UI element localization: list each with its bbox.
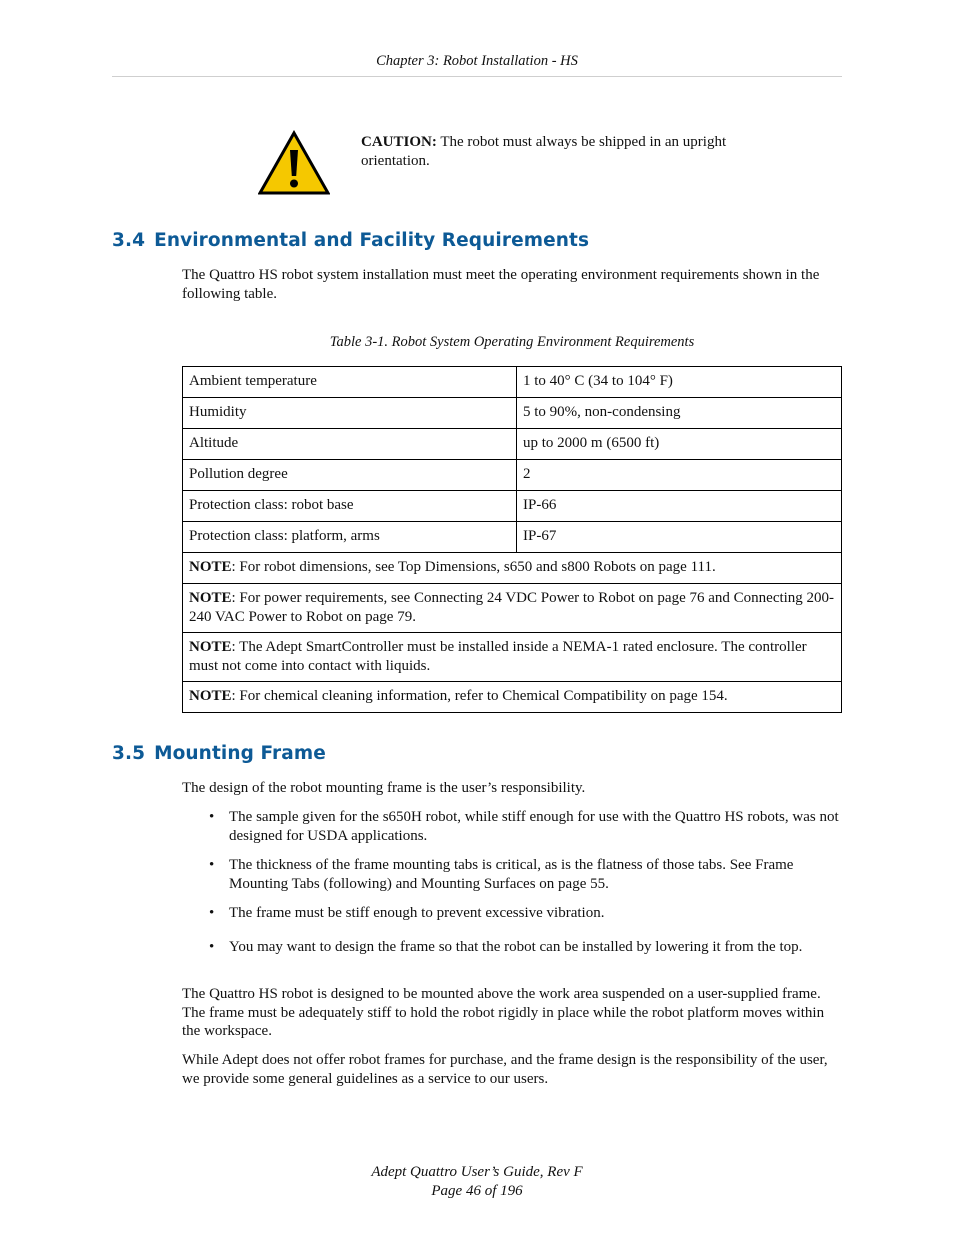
environment-requirements-table <box>182 366 842 713</box>
table-row <box>183 460 842 491</box>
row-value: IP-66 <box>517 491 842 522</box>
row-label: Pollution degree <box>183 460 517 491</box>
table-row <box>183 491 842 522</box>
table-row <box>183 367 842 398</box>
note-text: : For chemical cleaning information, refer to Chemical Compatibility on page 154. <box>231 688 728 704</box>
note-label: NOTE <box>189 639 232 655</box>
note-text: : For power requirements, see Connecting 24 VDC Power to Robot on page 76 and Connecting 200-240 VAC Power to Robot on page 79. <box>189 590 835 625</box>
caution-message <box>361 133 761 170</box>
list-item: • The frame must be stiff enough to prevent excessive vibration. <box>182 904 842 923</box>
note-text: : The Adept SmartController must be installed inside a NEMA-1 rated enclosure. The controller must not come into contact with liquids. <box>189 639 807 674</box>
table-row <box>183 398 842 429</box>
guide-title: Adept Quattro User’s Guide, Rev F <box>371 1164 583 1180</box>
body-paragraph: While Adept does not offer robot frames for purchase, and the frame design is the responsibility of the user, we provide some general guidelines as a service to our users. <box>182 1052 828 1087</box>
row-label: Humidity <box>183 398 517 429</box>
warning-triangle-icon <box>258 130 330 196</box>
header-divider <box>112 76 842 77</box>
row-value: 2 <box>517 460 842 491</box>
section-heading-3-4 <box>112 232 589 251</box>
caution-label: CAUTION: <box>361 134 437 150</box>
table-note-row <box>183 553 842 584</box>
list-item: • The thickness of the frame mounting tabs is critical, as is the flatness of those tabs. See Frame Mounting Tabs (following) and Mounting Surfaces on page 55. <box>182 856 842 893</box>
table-row <box>183 429 842 460</box>
note-cell <box>183 633 842 682</box>
section-title: Mounting Frame <box>154 743 326 764</box>
row-label: Protection class: robot base <box>183 491 517 522</box>
section-intro: The design of the robot mounting frame is the user’s responsibility. <box>182 780 586 796</box>
requirements-bullet-list <box>182 808 842 956</box>
page-number: Page 46 of 196 <box>431 1182 523 1199</box>
section-number: 3.5 <box>112 743 146 764</box>
note-text: : For robot dimensions, see Top Dimensions, s650 and s800 Robots on page 111. <box>231 559 716 575</box>
section-intro: The Quattro HS robot system installation must meet the operating environment requirements shown in the following table. <box>182 267 820 302</box>
note-label: NOTE <box>189 559 232 575</box>
table-note-row <box>183 682 842 713</box>
table-note-row <box>183 633 842 682</box>
running-header: Chapter 3: Robot Installation - HS <box>376 53 578 69</box>
row-label: Protection class: platform, arms <box>183 522 517 553</box>
list-item: • The sample given for the s650H robot, while stiff enough for use with the Quattro HS robots, was not designed for USDA applications. <box>182 808 842 845</box>
row-value: IP-67 <box>517 522 842 553</box>
table-caption: Table 3-1. Robot System Operating Environment Requirements <box>329 334 695 350</box>
note-label: NOTE <box>189 590 232 606</box>
note-cell <box>183 682 842 713</box>
row-value: 1 to 40° C (34 to 104° F) <box>517 367 842 398</box>
row-label: Altitude <box>183 429 517 460</box>
table-row <box>183 522 842 553</box>
row-value: 5 to 90%, non-condensing <box>517 398 842 429</box>
body-paragraph: The Quattro HS robot is designed to be mounted above the work area suspended on a user-supplied frame. The frame must be adequately stiff to hold the robot rigidly in place while the robot platform moves within the workspace. <box>182 986 825 1039</box>
page-footer <box>112 1163 842 1200</box>
section-title: Environmental and Facility Requirements <box>154 230 590 251</box>
section-number: 3.4 <box>112 230 146 251</box>
list-item: • You may want to design the frame so that the robot can be installed by lowering it from the top. <box>182 938 842 957</box>
table-note-row <box>183 584 842 633</box>
row-value: up to 2000 m (6500 ft) <box>517 429 842 460</box>
note-cell <box>183 553 842 584</box>
note-label: NOTE <box>189 688 232 704</box>
row-label: Ambient temperature <box>183 367 517 398</box>
caution-body: The robot must always be shipped in an upright orientation. <box>361 134 727 169</box>
section-heading-3-5 <box>112 745 326 764</box>
note-cell <box>183 584 842 633</box>
